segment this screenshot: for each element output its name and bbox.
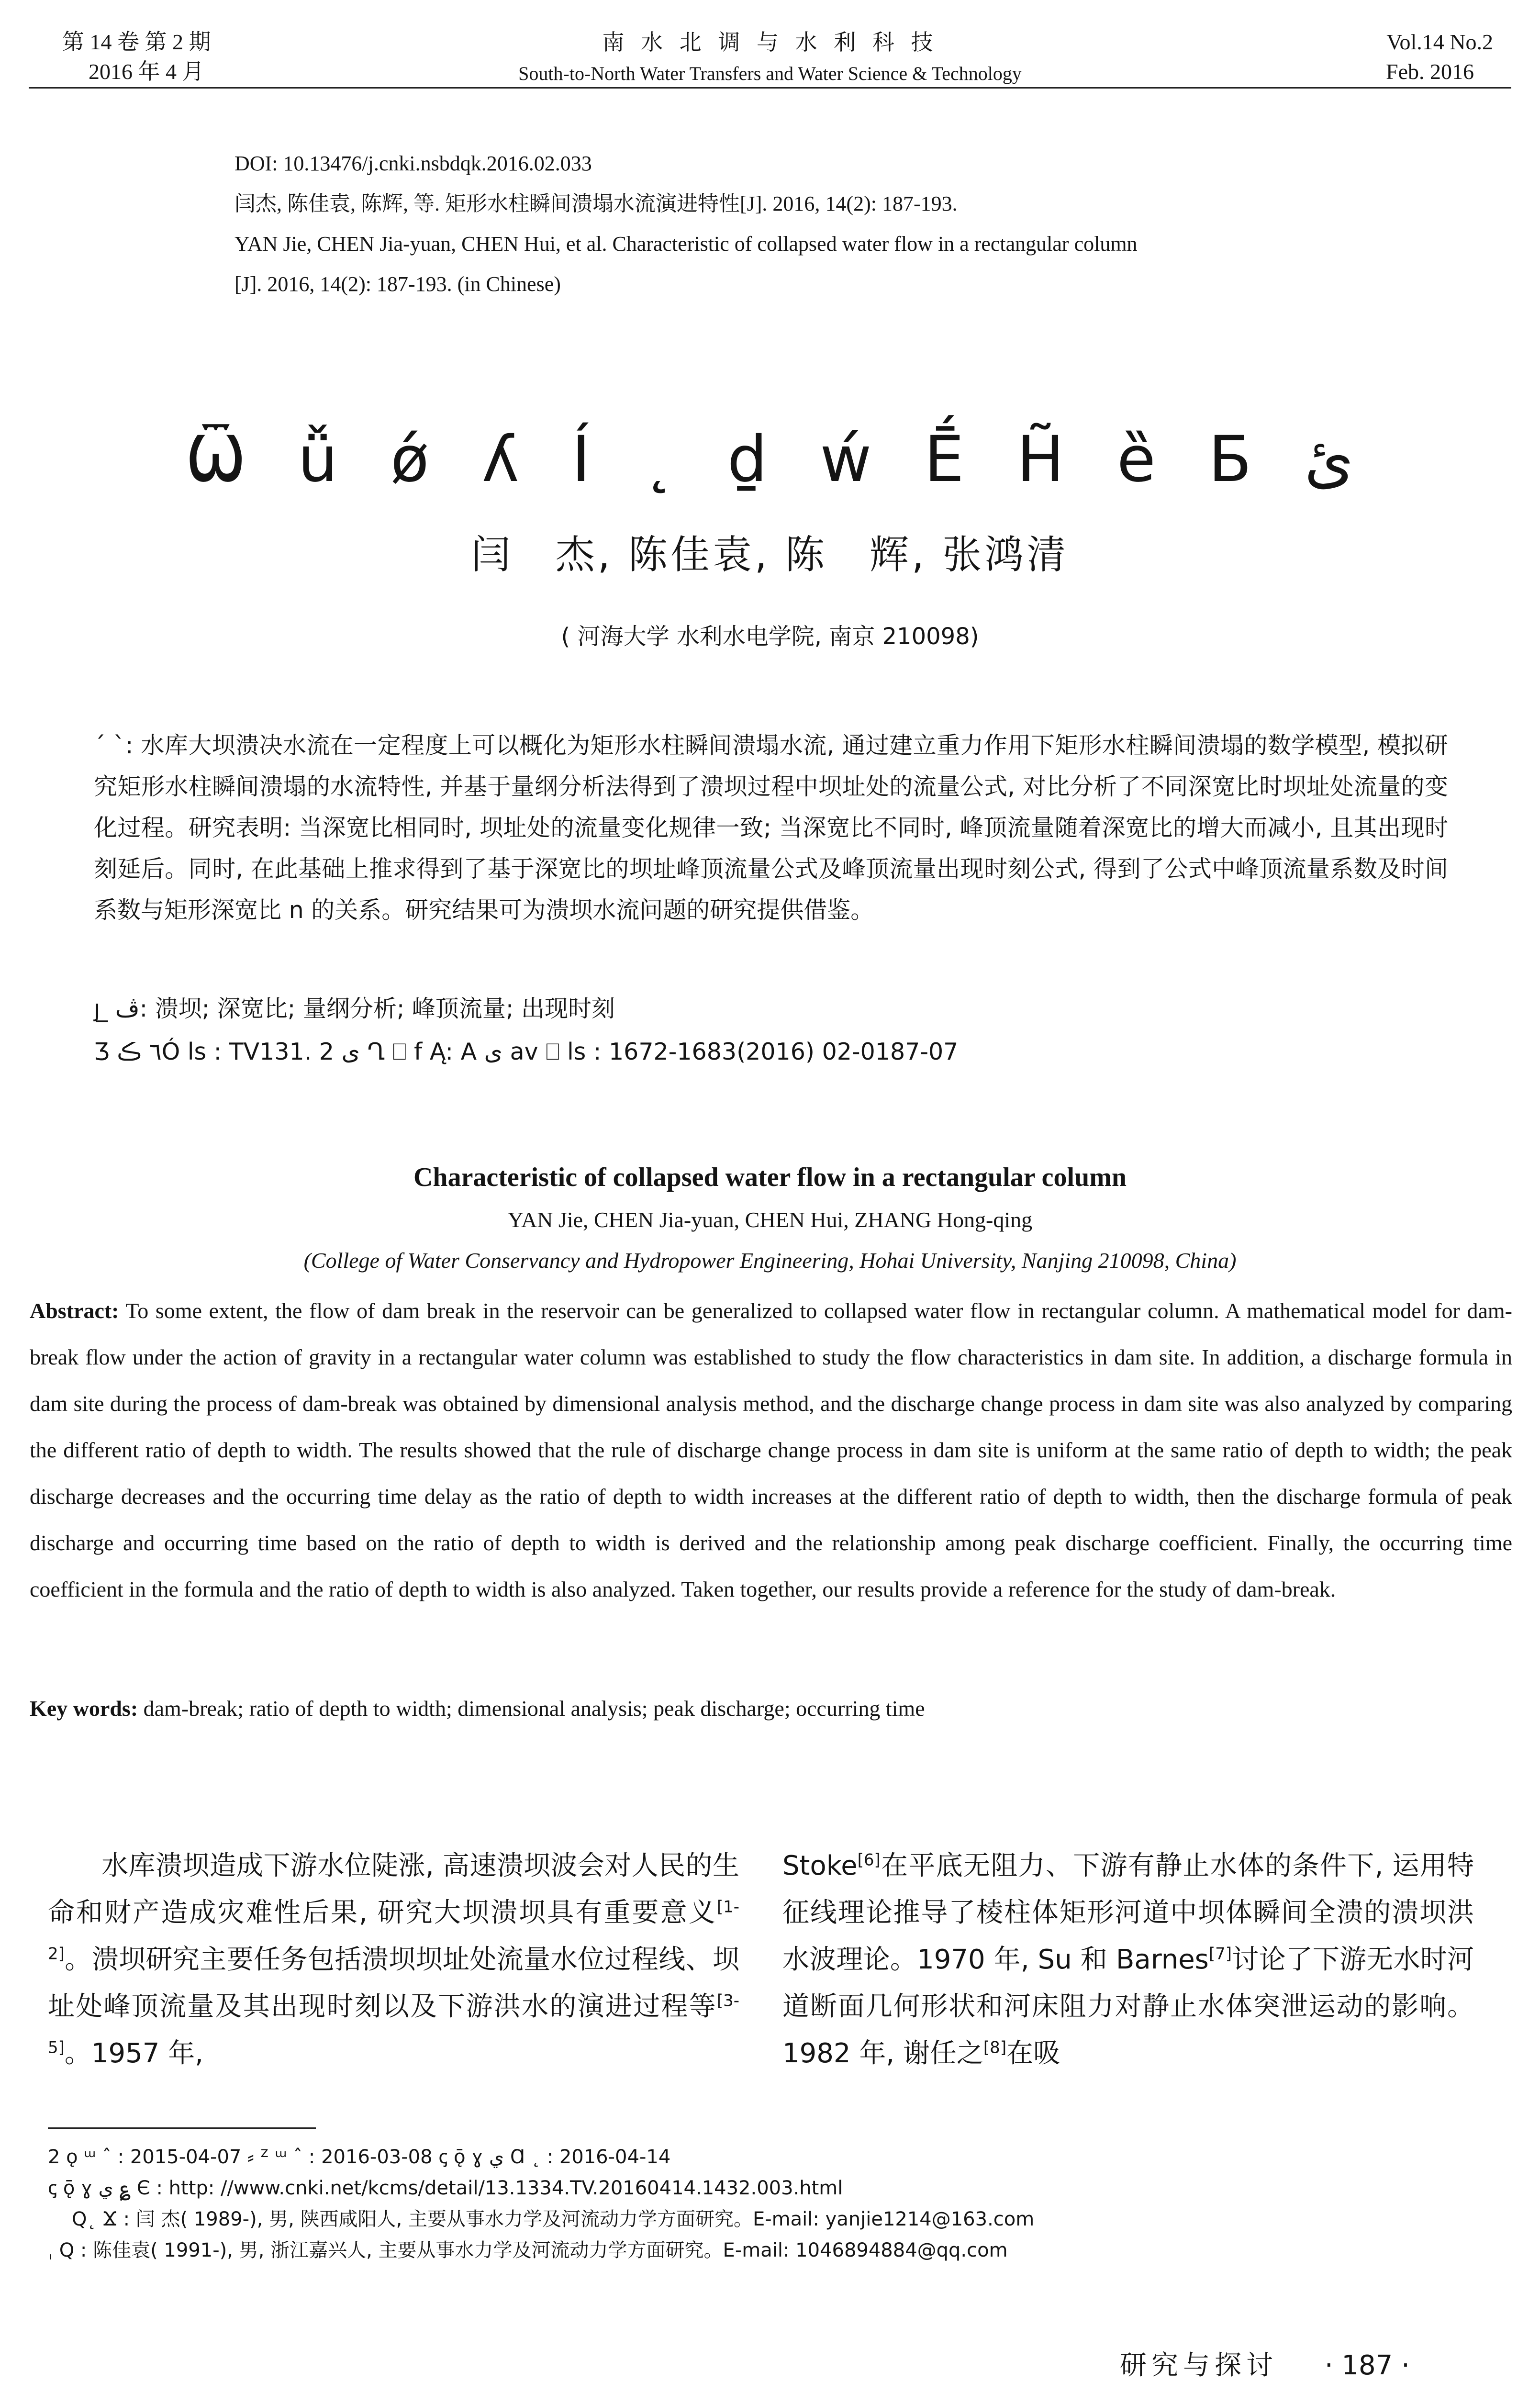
doi[interactable]: DOI: 10.13476/j.cnki.nsbdqk.2016.02.033 <box>234 152 592 175</box>
footnote-rule <box>48 2127 316 2129</box>
affiliation-en: (College of Water Conservancy and Hydropower Engineering, Hohai University, Nanjing 210098, China) <box>303 1248 1237 1273</box>
body-left-text-3: 。1957 年, <box>64 2038 204 2069</box>
header-rule <box>29 87 1511 89</box>
footnote-author-2: ˌ Q : 陈佳袁( 1991-), 男, 浙江嘉兴人, 主要从事水力学及河流动力学方面研究。E-mail: 1046894884@qq.com <box>48 2239 1008 2261</box>
keywords-en-text: dam-break; ratio of depth to width; dimensional analysis; peak discharge; occurring time <box>143 1696 925 1721</box>
abstract-en-text: To some extent, the flow of dam break in the reservoir can be generalized to collapsed water flow in rectangular column. A mathematical model for dam-break flow under the action of gravity in a rectangular water column was established to study the flow characteristics in dam site. In addition, a discharge formula in dam site during the process of dam-break was obtained by dimensional analysis method, and the discharge change process in dam site was also analyzed by comparing the different ratio of depth to width. The results showed that the rule of discharge change process in dam site is uniform at the same ratio of depth to width; the peak discharge decreases and the occurring time delay as the ratio of depth to width increases at the different ratio of depth to width, then the discharge formula of peak discharge and occurring time based on the ratio of depth to width is derived and the relationship among peak discharge coefficient. Finally, the occurring time coefficient in the formula and the ratio of depth to width is also analyzed. Taken together, our results provide a reference for the study of dam-break. <box>30 1298 1512 1601</box>
footnote-url[interactable]: ꞔ ǭ ɣ ي ؏ Є : http: //www.cnki.net/kcms/detail/13.1334.TV.20160414.1432.003.html <box>48 2177 843 2199</box>
abstract-cn-label: ˊ ˋ <box>94 732 125 759</box>
abstract-en <box>30 1287 1512 1612</box>
citation-en-line2: [J]. 2016, 14(2): 187-193. (in Chinese) <box>234 272 561 296</box>
ref-1-2[interactable]: [1-2] <box>48 1897 739 1964</box>
ref-8[interactable]: [8] <box>983 2038 1007 2058</box>
footer-section: 研究与探讨 <box>1120 2350 1278 2381</box>
body-column-left <box>48 1843 739 2077</box>
ref-7[interactable]: [7] <box>1208 1944 1232 1964</box>
header-date-en: Feb. 2016 <box>1386 59 1474 84</box>
page-number: · 187 · <box>1324 2350 1410 2381</box>
keywords-cn-label: ȷ ̲ ڤ <box>94 995 140 1022</box>
keywords-cn-text: : 溃坝; 深宽比; 量纲分析; 峰顶流量; 出现时刻 <box>139 995 615 1022</box>
keywords-en <box>30 1689 1512 1728</box>
authors-cn: 闫 杰, 陈佳袁, 陈 辉, 张鸿清 <box>471 532 1069 578</box>
footnote-author-1: Q˛ Ϫ : 闫 杰( 1989-), 男, 陕西咸阳人, 主要从事水力学及河流动力学方面研究。E-mail: yanjie1214@163.com <box>72 2208 1035 2230</box>
page-footer <box>1120 2349 1410 2382</box>
affiliation-cn: ( 河海大学 水利水电学院, 南京 210098) <box>561 623 979 650</box>
header-volume-cn: 第 14 卷 第 2 期 <box>62 30 211 54</box>
citation-cn: 闫杰, 陈佳袁, 陈辉, 等. 矩形水柱瞬间溃塌水流演进特性[J]. 2016, 14(2): 187-193. <box>234 192 958 215</box>
header-journal-cn: 南 水 北 调 与 水 利 科 技 <box>602 29 938 55</box>
citation-en-line1: YAN Jie, CHEN Jia-yuan, CHEN Hui, et al. Characteristic of collapsed water flow in a rectangular column <box>234 232 1138 256</box>
body-left-text-1: 水库溃坝造成下游水位陡涨, 高速溃坝波会对人民的生命和财产造成灾难性后果, 研究大坝溃坝具有重要意义 <box>48 1850 739 1928</box>
body-right-text-2: 在平底无阻力、下游有静止水体的条件下, 运用特征线理论推导了棱柱体矩形河道中坝体瞬间全溃的溃坝洪水波理论。1970 年, Su 和 Barnes <box>782 1850 1474 1975</box>
body-left-text-2: 。溃坝研究主要任务包括溃坝坝址处流量水位过程线、坝址处峰顶流量及其出现时刻以及下游洪水的演进过程等 <box>48 1944 739 2022</box>
footnote-dates: 2 ǫ ᵚ ˆ : 2015-04-07 ⸗ ᙆ ᵚ ˆ : 2016-03-08 ꞔ ǭ ɣ ي Ɑ ˛ : 2016-04-14 <box>48 2146 671 2168</box>
header-date-cn: 2016 年 4 月 <box>89 59 204 84</box>
keywords-cn <box>94 988 1448 1029</box>
ref-3-5[interactable]: [3-5] <box>48 1991 739 2058</box>
keywords-en-label: Key words: <box>30 1696 138 1721</box>
citation-block <box>234 144 1488 304</box>
body-right-text-3: 讨论了下游无水时河道断面几何形状和河床阻力对静止水体突泄运动的影响。1982 年, 谢任之 <box>782 1944 1474 2069</box>
header-volume-en: Vol.14 No.2 <box>1386 30 1493 54</box>
body-right-text-1: Stoke <box>782 1850 858 1881</box>
abstract-cn-text: : 水库大坝溃决水流在一定程度上可以概化为矩形水柱瞬间溃塌水流, 通过建立重力作用下矩形水柱瞬间溃塌的数学模型, 模拟研究矩形水柱瞬间溃塌的水流特性, 并基于量纲分析法得到了溃坝过程中坝址处的流量公式, 对比分析了不同深宽比时坝址处流量的变化过程。研究表明: 当深宽比相同时, 坝址处的流量变化规律一致; 当深宽比不同时, 峰顶流量随着深宽比的增大而减小, 且其出现时刻延后。同时, 在此基础上推求得到了基于深宽比的坝址峰顶流量公式及峰顶流量出现时刻公式, 得到了公式中峰顶流量系数及时间系数与矩形深宽比 n 的关系。研究结果可为溃坝水流问题的研究提供借鉴。 <box>94 732 1449 924</box>
header-journal-en: South-to-North Water Transfers and Water Science & Technology <box>518 63 1022 84</box>
ref-6[interactable]: [6] <box>857 1850 881 1870</box>
abstract-cn <box>94 725 1448 931</box>
authors-en: YAN Jie, CHEN Jia-yuan, CHEN Hui, ZHANG Hong-qing <box>507 1208 1033 1232</box>
body-column-right <box>782 1843 1474 2077</box>
paper-title-cn: Ѿ ǚ ǿ ʎ Í ˛ ḏ ẃ Ḗ H̃ ȅ Б ئ <box>186 423 1354 496</box>
body-right-text-4: 在吸 <box>1006 2038 1060 2069</box>
paper-title-en: Characteristic of collapsed water flow in a rectangular column <box>413 1163 1127 1192</box>
classification-cn: Ʒ ٦ ڪÓ ls : TV131. 2 ى Ղ ⎕ f Ą: A ى av ⎕ ls : 1672-1683(2016) 02-0187-07 <box>94 1038 959 1065</box>
abstract-en-label: Abstract: <box>30 1298 119 1323</box>
